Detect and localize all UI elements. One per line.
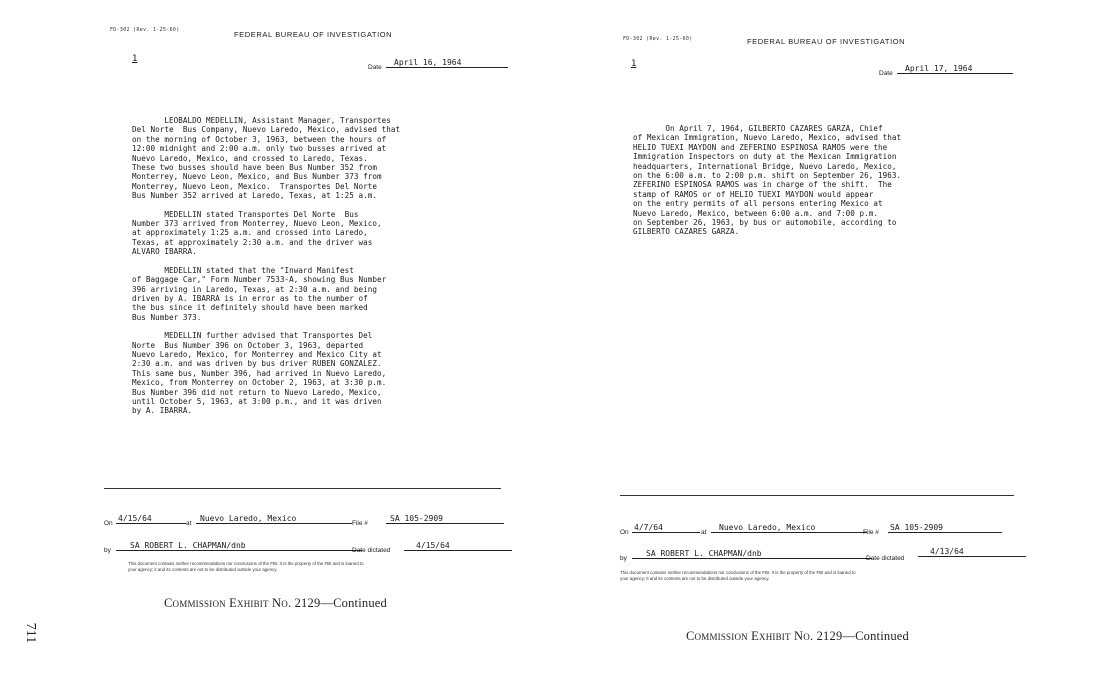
report-date: April 17, 1964 [897,64,1013,74]
dictated-label: Date dictated [866,555,905,562]
date-label: Date [368,64,382,71]
on-label: On [104,520,113,527]
file-number: SA 105-2909 [888,523,1002,533]
dictated-date: 4/13/64 [918,547,1026,557]
form-number: FD-302 (Rev. 1-25-60) [110,27,180,33]
agent-name: SA ROBERT L. CHAPMAN/dnb [632,549,872,559]
paragraph: MEDELLIN stated Transportes Del Norte Bus Number 373 arrived from Monterrey, Nuevo Leon, Mexico, at approximately 1:25 a.m. and crossed into Laredo, Texas, at approximately 2:30 a.m. and the driver was ALVARO IBARRA. [132,209,382,257]
caption-prefix: Commission Exhibit No. [686,629,814,643]
paragraph: On April 7, 1964, GILBERTO CAZARES GARZA, Chief of Mexican Immigration, Nuevo Laredo, Mexico, advised that HELIO TUEXI MAYDON and ZEFERINO ESPINOSA RAMOS were the Immigration Inspectors on duty at the Mexican Immigration headquarters, International Bridge, Nuevo Laredo, Mexico, on the 6:00 a.m. to 2:00 p.m. shift on September 26, 1963. ZEFERINO ESPINOSA RAMOS was in charge of the shift. The stamp of RAMOS or of HELIO TUEXI MAYDON would appear on the entry permits of all persons entering Mexico at Nuevo Laredo, Mexico, between 6:00 a.m. and 7:00 p.m. on September 26, 1963, by bus or automobile, according to GILBERTO CAZARES GARZA. [633,124,902,237]
by-label: by [104,547,111,554]
file-number: SA 105-2909 [386,514,504,524]
divider [104,488,501,489]
report-date: April 16, 1964 [386,58,508,68]
side-page-number: 711 [23,622,39,644]
on-label: On [620,529,629,536]
report-body [132,116,400,416]
page-number: 1 [132,54,138,64]
caption-suffix: 2129—Continued [291,596,387,610]
form-number: FD-302 (Rev. 1-25-60) [623,36,693,42]
caption-prefix: Commission Exhibit No. [164,596,292,610]
interview-place: Nuevo Laredo, Mexico [711,523,867,533]
report-body [633,124,901,237]
interview-place: Nuevo Laredo, Mexico [196,514,352,524]
at-label: at [186,520,192,527]
divider [620,495,1014,496]
exhibit-caption [686,629,909,644]
by-label: by [620,555,627,562]
page-number: 1 [631,59,637,69]
file-label: File # [863,529,879,536]
interview-date: 4/7/64 [632,523,700,533]
paragraph: MEDELLIN further advised that Transportes Del Norte Bus Number 396 on October 3, 1963, departed Nuevo Laredo, Mexico, for Monterrey and Mexico City at 2:30 a.m. and was driven by bus driver RUBEN GONZALEZ. This same bus, Number 396, had arrived in Nuevo Laredo, Mexico, from Monterrey on October 2, 1963, at 3:30 p.m. Bus Number 396 did not return to Nuevo Laredo, Mexico, until October 5, 1963, at 3:00 p.m., and it was driven by A. IBARRA. [132,331,387,416]
bureau-header: FEDERAL BUREAU OF INVESTIGATION [234,30,393,39]
disclaimer: This document contains neither recommendations nor conclusions of the FBI. It is the property of the FBI and is loaned to your agency; it and its contents are not to be distributed outside your agency. [620,570,856,581]
file-label: File # [352,520,368,527]
date-label: Date [879,70,893,77]
dictated-date: 4/15/64 [404,541,512,551]
dictated-label: Date dictated [352,547,391,554]
bureau-header: FEDERAL BUREAU OF INVESTIGATION [747,37,906,46]
agent-name: SA ROBERT L. CHAPMAN/dnb [116,541,362,551]
disclaimer: This document contains neither recommendations nor conclusions of the FBI. It is the property of the FBI and is loaned to your agency; it and its contents are not to be distributed outside your agency. [128,561,364,572]
interview-date: 4/15/64 [116,514,186,524]
paragraph: LEOBALDO MEDELLIN, Assistant Manager, Transportes Del Norte Bus Company, Nuevo Laredo, Mexico, advised that on the morning of October 3, 1963, between the hours of 12:00 midnight and 2:00 a.m. only two busses arrived at Nuevo Laredo, Mexico, and crossed to Laredo, Texas. These two busses should have been Bus Number 352 from Monterrey, Nuevo Leon, Mexico, and Bus Number 373 from Monterrey, Nuevo Leon, Mexico. Transportes Del Norte Bus Number 352 arrived at Laredo, Texas, at 1:25 a.m. [132,116,401,201]
paragraph: MEDELLIN stated that the "Inward Manifest of Baggage Car," Form Number 7533-A, showing Bus Number 396 arriving in Laredo, Texas, at 2:30 a.m. and being driven by A. IBARRA is in error as to the number of the bus since it definitely should have been marked Bus Number 373. [132,265,387,322]
caption-suffix: 2129—Continued [813,629,909,643]
exhibit-caption [164,596,387,611]
at-label: at [701,529,707,536]
